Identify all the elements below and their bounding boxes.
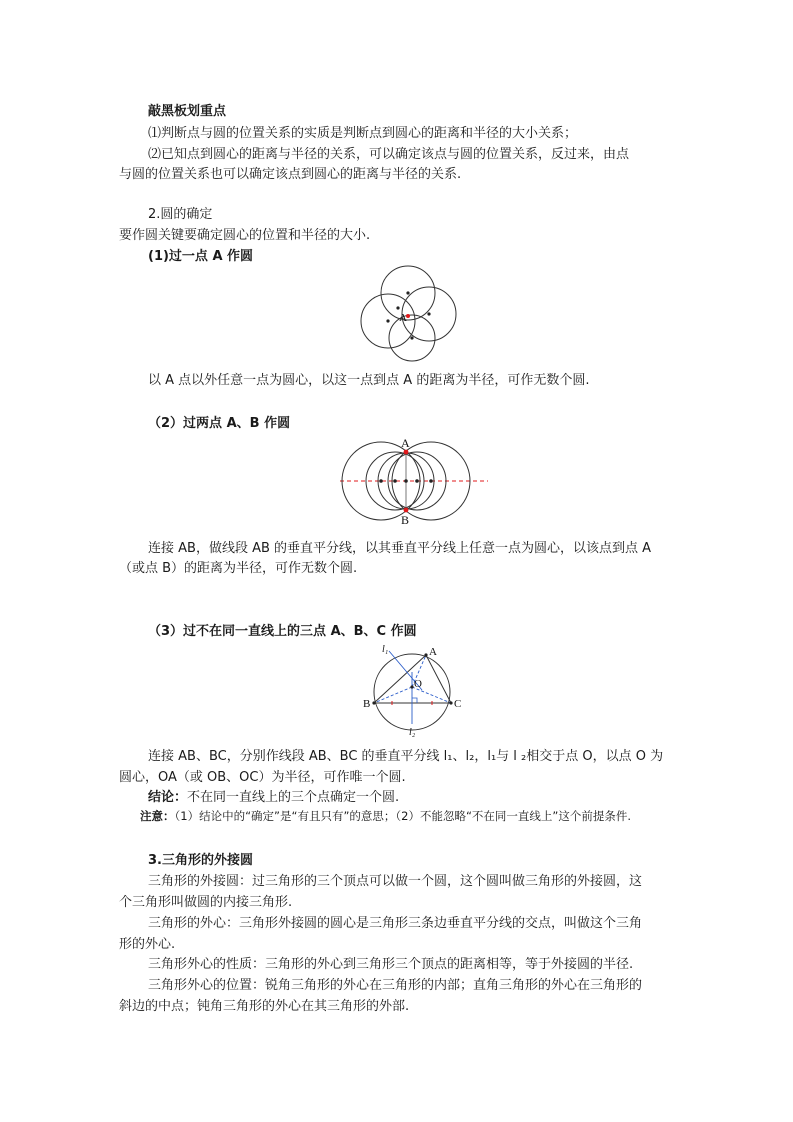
fig2-center-dot xyxy=(393,479,397,483)
fig3-point-c xyxy=(449,701,452,704)
fig3-point-a xyxy=(424,653,427,656)
fig3-label-a: A xyxy=(429,646,437,658)
conclusion-text: 不在同一直线上的三个点确定一个圆. xyxy=(187,790,400,805)
section-3-p4-line-b: 斜边的中点；钝角三角形的外心在其三角形的外部. xyxy=(119,999,410,1014)
key-point-2-line-b: 与圆的位置关系也可以确定该点到圆心的距离与半径的关系. xyxy=(119,167,462,182)
fig1-center-dot xyxy=(386,319,389,322)
figure-circumcircle xyxy=(360,642,460,742)
note-text: （1）结论中的“确定”是“有且只有”的意思；（2）不能忽略“不在同一直线上”这个前提条件. xyxy=(174,809,632,823)
case-3-text-line-a: 连接 AB、BC，分别作线段 AB、BC 的垂直平分线 l₁、l₂，l₁与 l ₂相交于点 O，以点 O 为 xyxy=(148,749,664,764)
fig2-center-dot xyxy=(429,479,433,483)
fig2-center-dot xyxy=(404,479,408,483)
fig3-radius-ob xyxy=(374,687,412,703)
note-label: 注意： xyxy=(140,809,175,823)
section-3-p1-line-a: 三角形的外接圆：过三角形的三个顶点可以做一个圆，这个圆叫做三角形的外接圆，这 xyxy=(148,874,643,889)
fig3-label-c: C xyxy=(454,698,462,710)
section-2-intro: 要作圆关键要确定圆心的位置和半径的大小. xyxy=(119,228,371,243)
section-3-p4-line-a: 三角形外心的位置：锐角三角形的外心在三角形的内部；直角三角形的外心在三角形的 xyxy=(148,978,643,993)
fig2-center-dot xyxy=(379,479,383,483)
case-2-heading: （2）过两点 A、B 作圆 xyxy=(148,416,291,431)
case-1-heading: (1)过一点 A 作圆 xyxy=(148,249,254,264)
section-3-heading: 3.三角形的外接圆 xyxy=(148,853,253,868)
fig3-right-angle-mark xyxy=(412,698,417,703)
figure-circles-through-two-points xyxy=(340,435,488,527)
fig3-point-b xyxy=(372,701,375,704)
section-2-heading: 2.圆的确定 xyxy=(148,207,213,222)
case-2-text-line-b: （或点 B）的距离为半径，可作无数个圆. xyxy=(119,561,358,576)
section-3-p2-line-b: 形的外心. xyxy=(119,937,176,952)
fig1-center-dot xyxy=(406,291,409,294)
section-3-p2-line-a: 三角形的外心：三角形外接圆的圆心是三角形三条边垂直平分线的交点，叫做这个三角 xyxy=(148,916,643,931)
fig2-point-a xyxy=(404,450,409,455)
fig2-point-b xyxy=(404,508,409,513)
key-points-title: 敲黑板划重点 xyxy=(148,104,227,119)
case-2-text-line-a: 连接 AB，做线段 AB 的垂直平分线，以其垂直平分线上任意一点为圆心，以该点到点 A xyxy=(148,541,652,556)
section-3-p3: 三角形外心的性质：三角形的外心到三角形三个顶点的距离相等，等于外接圆的半径. xyxy=(148,957,634,972)
case-1-text: 以 A 点以外任意一点为圆心，以这一点到点 A 的距离为半径，可作无数个圆. xyxy=(148,373,590,388)
conclusion-label: 结论： xyxy=(148,790,188,805)
fig1-label-a: A xyxy=(399,312,407,324)
fig3-label-o: O xyxy=(414,678,422,690)
case-3-heading: （3）过不在同一直线上的三点 A、B、C 作圆 xyxy=(148,624,417,639)
fig2-label-b: B xyxy=(401,513,410,527)
case-3-text-line-b: 圆心，OA（或 OB、OC）为半径，可作唯一个圆. xyxy=(119,770,406,785)
conclusion-line xyxy=(148,786,399,805)
key-point-1: ⑴判断点与圆的位置关系的实质是判断点到圆心的距离和半径的大小关系； xyxy=(148,126,578,141)
fig1-center-dot xyxy=(410,336,413,339)
fig1-center-dot xyxy=(396,306,399,309)
fig2-label-a: A xyxy=(401,436,410,450)
figure-circles-through-one-point xyxy=(360,264,465,364)
fig3-label-l1: l₁ xyxy=(382,644,389,655)
section-3-p1-line-b: 个三角形叫做圆的内接三角形. xyxy=(119,895,293,910)
key-point-2-line-a: ⑵已知点到圆心的距离与半径的关系，可以确定该点与圆的位置关系，反过来，由点 xyxy=(148,147,630,162)
fig3-label-l2: l₂ xyxy=(409,727,416,738)
note-line xyxy=(140,808,631,824)
fig1-center-dot xyxy=(427,312,430,315)
fig2-center-dot xyxy=(415,479,419,483)
fig3-label-b: B xyxy=(363,698,371,710)
